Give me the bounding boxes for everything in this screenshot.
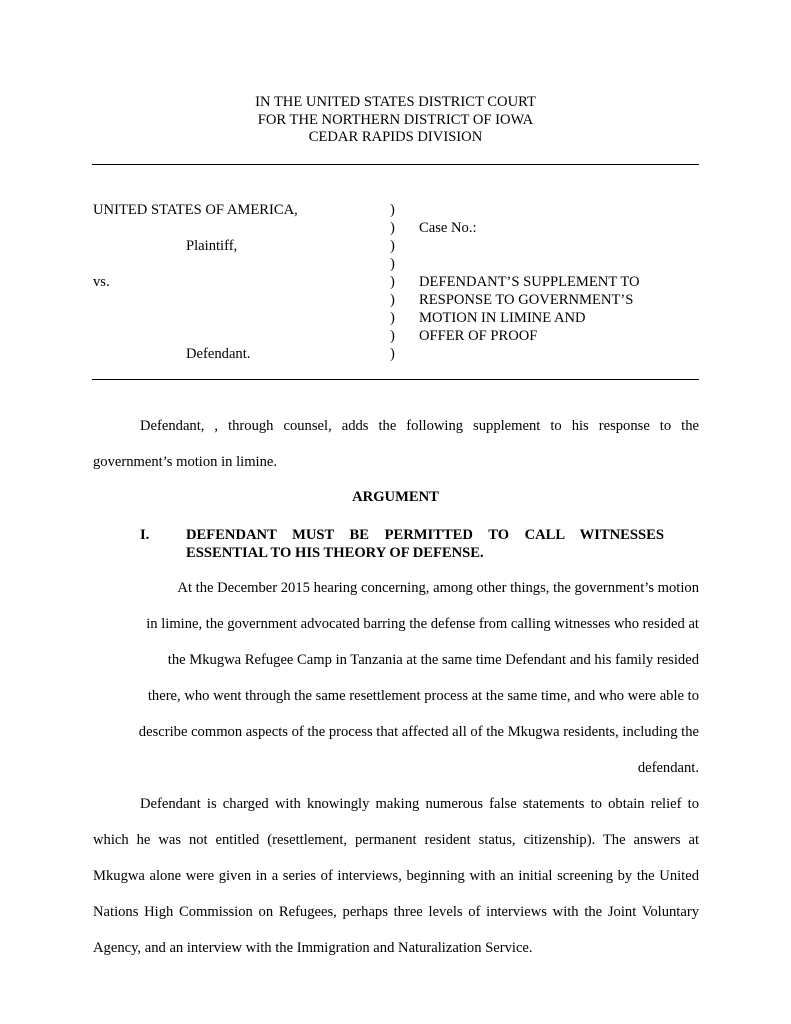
caption-paren: ) [390, 310, 395, 326]
caption-paren: ) [390, 328, 395, 344]
court-division-line: CEDAR RAPIDS DIVISION [308, 129, 483, 146]
caption-paren: ) [390, 238, 395, 254]
paragraph-line: the Mkugwa Refugee Camp in Tanzania at the same time Defendant and his family resided [167, 652, 699, 668]
paragraph-charges: Defendant is charged with knowingly making numerous false statements to obtain relief to which he was not entitled (resettlement, permanent resident status, citizenship). The answers at Mkugwa alone were given in a series of interviews, beginning with an initial screening by the United Nations High Commission on Refugees, perhaps three levels of interviews with the Joint Voluntary Agency, and an interview with the Immigration and Naturalization Service. [93, 796, 699, 956]
document-title-line: OFFER OF PROOF [419, 328, 538, 344]
document-title-line: DEFENDANT’S SUPPLEMENT TO [419, 274, 640, 290]
defendant-role: Defendant. [186, 346, 251, 362]
caption-paren: ) [390, 220, 395, 236]
versus-label: vs. [93, 274, 110, 290]
paragraph-line: in limine, the government advocated barring the defense from calling witnesses who resided at [146, 616, 699, 632]
court-header [0, 94, 791, 147]
caption-paren: ) [390, 346, 395, 362]
court-district-line: FOR THE NORTHERN DISTRICT OF IOWA [257, 111, 534, 128]
caption-top-rule [92, 164, 699, 165]
paragraph-hearing [93, 570, 699, 786]
court-name-line: IN THE UNITED STATES DISTRICT COURT [255, 94, 536, 110]
caption-case-info [419, 201, 699, 345]
caption-paren: ) [390, 274, 395, 290]
caption-paren: ) [390, 256, 395, 272]
intro-paragraph: Defendant, , through counsel, adds the following supplement to his response to the government’s motion in limine. [93, 418, 699, 470]
plaintiff-role: Plaintiff, [186, 238, 238, 254]
section-number: I. [140, 527, 150, 543]
case-number-label: Case No.: [419, 220, 477, 236]
document-title-line: MOTION IN LIMINE AND [419, 310, 586, 326]
caption-bottom-rule [92, 379, 699, 380]
paragraph-line: At the December 2015 hearing concerning, among other things, the government’s motion [177, 580, 699, 596]
paragraph-line: defendant. [637, 760, 699, 776]
paragraph-line: there, who went through the same resettlement process at the same time, and who were able to [147, 688, 699, 704]
section-title: DEFENDANT MUST BE PERMITTED TO CALL WITNESSES ESSENTIAL TO HIS THEORY OF DEFENSE. [186, 527, 664, 561]
caption-paren: ) [390, 292, 395, 308]
caption-paren-column [390, 201, 402, 363]
paragraph-line: describe common aspects of the process that affected all of the Mkugwa residents, including the [138, 724, 699, 740]
section-heading [140, 527, 664, 562]
caption-parties [93, 201, 383, 363]
caption-paren: ) [390, 202, 395, 218]
argument-heading: ARGUMENT [352, 489, 439, 505]
document-title-line: RESPONSE TO GOVERNMENT’S [419, 292, 634, 308]
plaintiff-name: UNITED STATES OF AMERICA, [93, 202, 298, 218]
